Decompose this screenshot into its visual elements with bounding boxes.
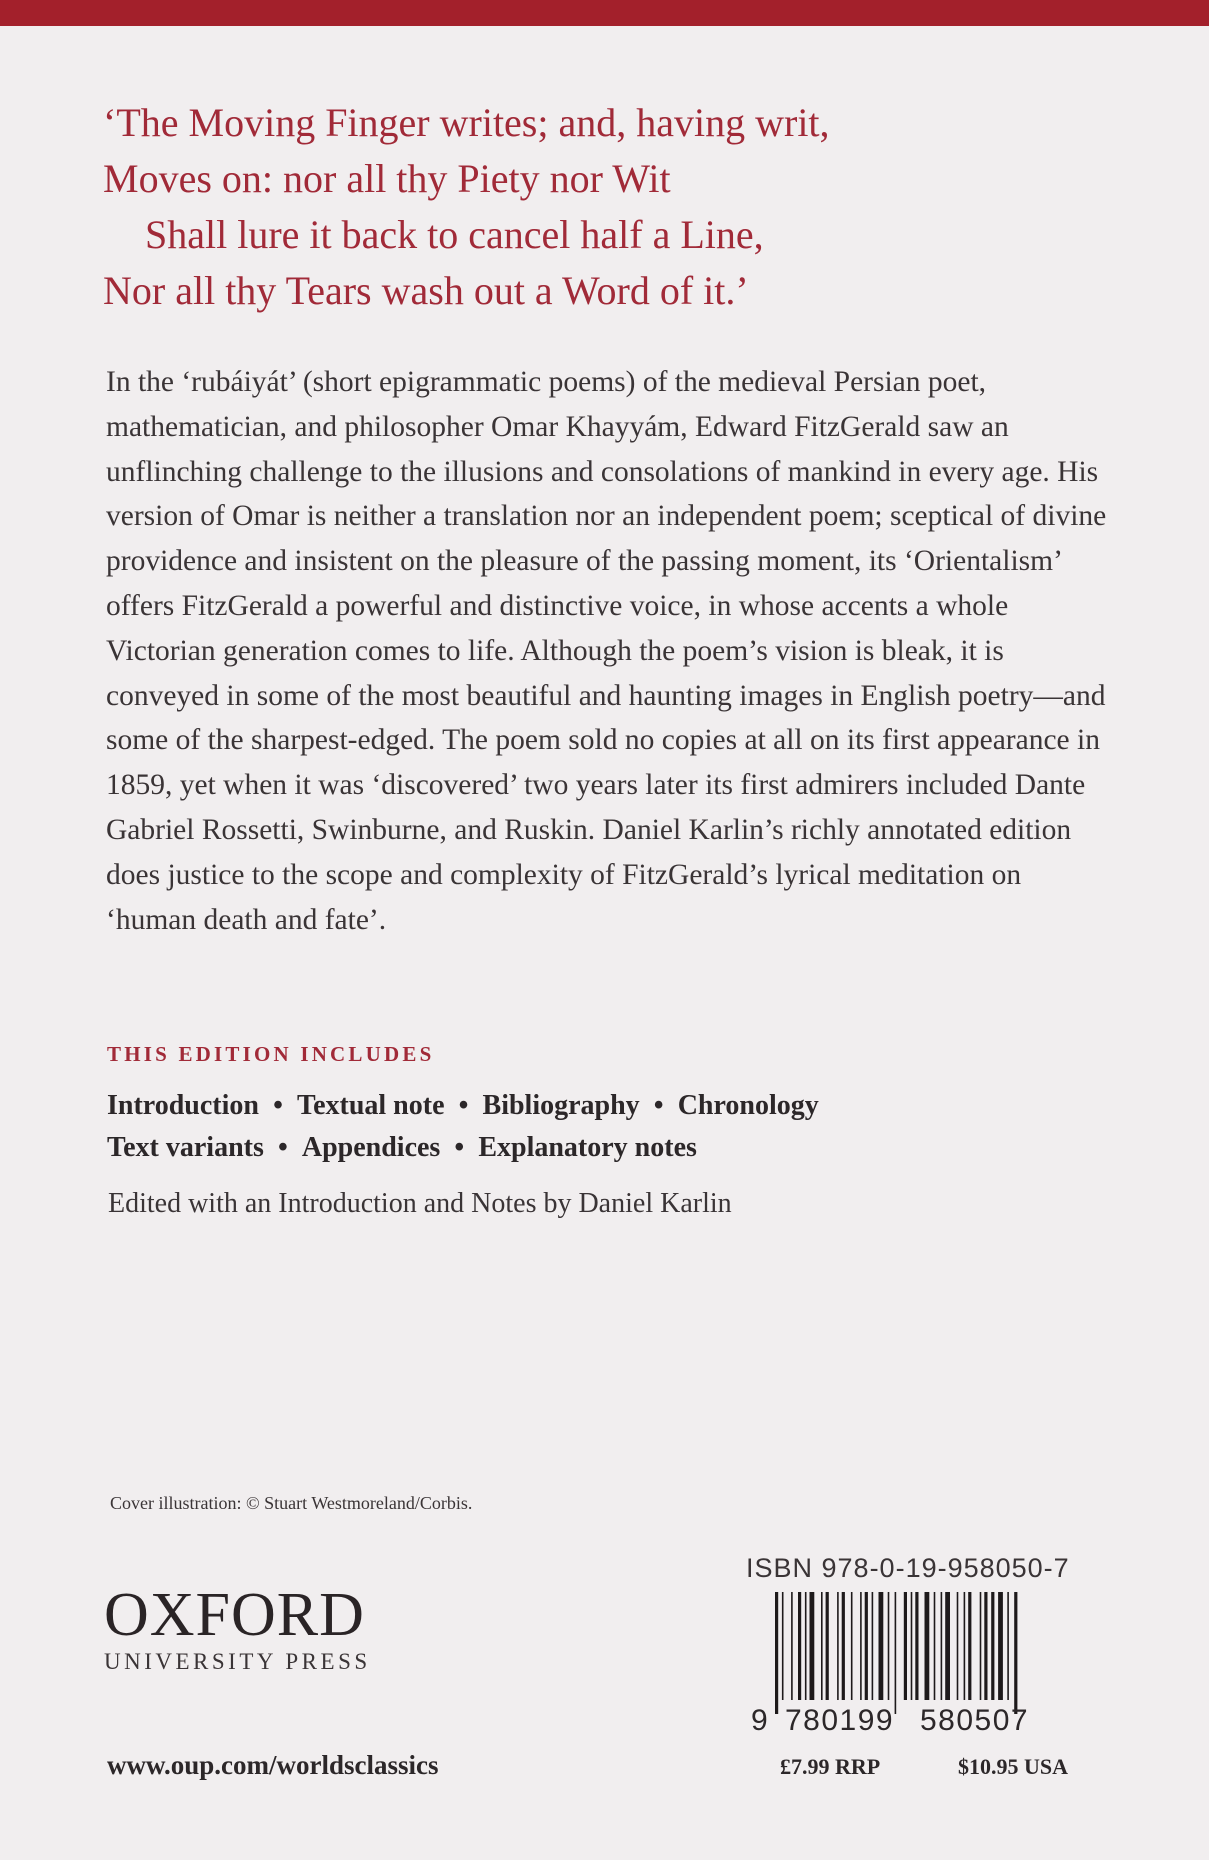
barcode-bar	[941, 1592, 943, 1700]
cover-illustration-credit: Cover illustration: © Stuart Westmoreland/Corbis.	[110, 1493, 473, 1513]
barcode-bar	[945, 1592, 950, 1700]
epigraph-line: Nor all thy Tears wash out a Word of it.’	[103, 268, 749, 313]
top-color-band	[0, 0, 1209, 26]
barcode-bar	[934, 1592, 936, 1700]
barcode-bar	[810, 1592, 815, 1700]
includes-item: Bibliography	[482, 1090, 640, 1121]
barcode-bar	[968, 1592, 971, 1700]
publisher-name: OXFORD	[104, 1581, 365, 1649]
barcode-bar	[826, 1592, 829, 1700]
publisher-website: www.oup.com/worldsclassics	[107, 1750, 439, 1780]
bullet-separator: •	[458, 1090, 469, 1121]
includes-item: Text variants	[107, 1132, 264, 1163]
edition-includes-heading: THIS EDITION INCLUDES	[107, 1042, 435, 1066]
barcode-bar	[964, 1592, 966, 1700]
epigraph-line: Moves on: nor all thy Piety nor Wit	[103, 156, 671, 201]
publisher-logo	[104, 1583, 371, 1675]
barcode-right-digits: 580507	[920, 1704, 1030, 1737]
epigraph-line: Shall lure it back to cancel half a Line,	[145, 212, 764, 257]
barcode-bar	[957, 1592, 959, 1700]
includes-item: Introduction	[107, 1090, 259, 1121]
barcode-bar	[791, 1592, 793, 1700]
isbn-number: ISBN 978-0-19-958050-7	[746, 1553, 1070, 1583]
barcode-bar	[865, 1592, 868, 1700]
barcode-bar	[782, 1592, 784, 1700]
includes-row	[107, 1127, 1007, 1169]
includes-item: Explanatory notes	[478, 1132, 697, 1163]
barcode-bar	[805, 1592, 807, 1700]
barcode-bar	[904, 1592, 907, 1700]
barcode-bar	[888, 1592, 890, 1700]
edition-includes-list	[107, 1085, 1007, 1169]
publisher-subtitle: UNIVERSITY PRESS	[104, 1649, 371, 1674]
price-uk: £7.99 RRP	[780, 1754, 881, 1779]
barcode-bar	[980, 1592, 982, 1700]
barcode-bar	[837, 1592, 839, 1700]
barcode-bar	[895, 1592, 897, 1714]
barcode-left-digits: 780199	[785, 1704, 895, 1737]
includes-item: Chronology	[677, 1090, 819, 1121]
book-description: In the ‘rubáiyát’ (short epigrammatic poems) of the medieval Persian poet, mathematician, and philosopher Omar Khayyám, Edward FitzGerald saw an unflinching challenge to the illusions and consolations of mankind in every age. His version of Omar is neither a translation nor an independent poem; sceptical of divine providence and insistent on the pleasure of the passing moment, its ‘Orientalism’ offers FitzGerald a powerful and distinctive voice, in whose accents a whole Victorian generation comes to life. Although the poem’s vision is bleak, it is conveyed in some of the most beautiful and haunting images in English poetry—and some of the sharpest-edged. The poem sold no copies at all on its first appearance in 1859, yet when it was ‘discovered’ two years later its first admirers included Dante Gabriel Rossetti, Swinburne, and Ruskin. Daniel Karlin’s richly annotated edition does justice to the scope and complexity of FitzGerald’s lyrical meditation on ‘human death and fate’.	[106, 366, 1107, 936]
barcode-bar	[984, 1592, 987, 1700]
bullet-separator: •	[653, 1090, 664, 1121]
includes-item: Textual note	[296, 1090, 445, 1121]
barcode-bar	[925, 1592, 930, 1700]
editor-credit: Edited with an Introduction and Notes by Daniel Karlin	[108, 1188, 732, 1219]
barcode	[745, 1592, 1085, 1742]
barcode-bar	[911, 1592, 913, 1700]
barcode-bar	[798, 1592, 801, 1700]
barcode-bar	[915, 1592, 918, 1700]
bullet-separator: •	[454, 1132, 465, 1163]
epigraph-quote	[103, 95, 1103, 319]
epigraph-line: ‘The Moving Finger writes; and, having writ,	[103, 100, 830, 145]
includes-item: Appendices	[301, 1132, 441, 1163]
barcode-bar	[851, 1592, 853, 1700]
barcode-bar	[879, 1592, 884, 1700]
bullet-separator: •	[273, 1090, 283, 1121]
barcode-bar	[775, 1592, 778, 1714]
bullet-separator: •	[277, 1132, 288, 1163]
includes-row	[107, 1085, 1007, 1127]
barcode-bar	[998, 1592, 1003, 1700]
barcode-lead-digit: 9	[751, 1704, 768, 1737]
barcode-bar	[1014, 1592, 1017, 1714]
barcode-bar	[1007, 1592, 1009, 1700]
barcode-bar	[860, 1592, 862, 1700]
barcode-bars	[775, 1592, 1017, 1714]
barcode-bar	[872, 1592, 874, 1700]
barcode-bar	[991, 1592, 994, 1700]
barcode-bar	[842, 1592, 845, 1700]
price-us: $10.95 USA	[958, 1754, 1069, 1779]
barcode-bar	[821, 1592, 823, 1700]
